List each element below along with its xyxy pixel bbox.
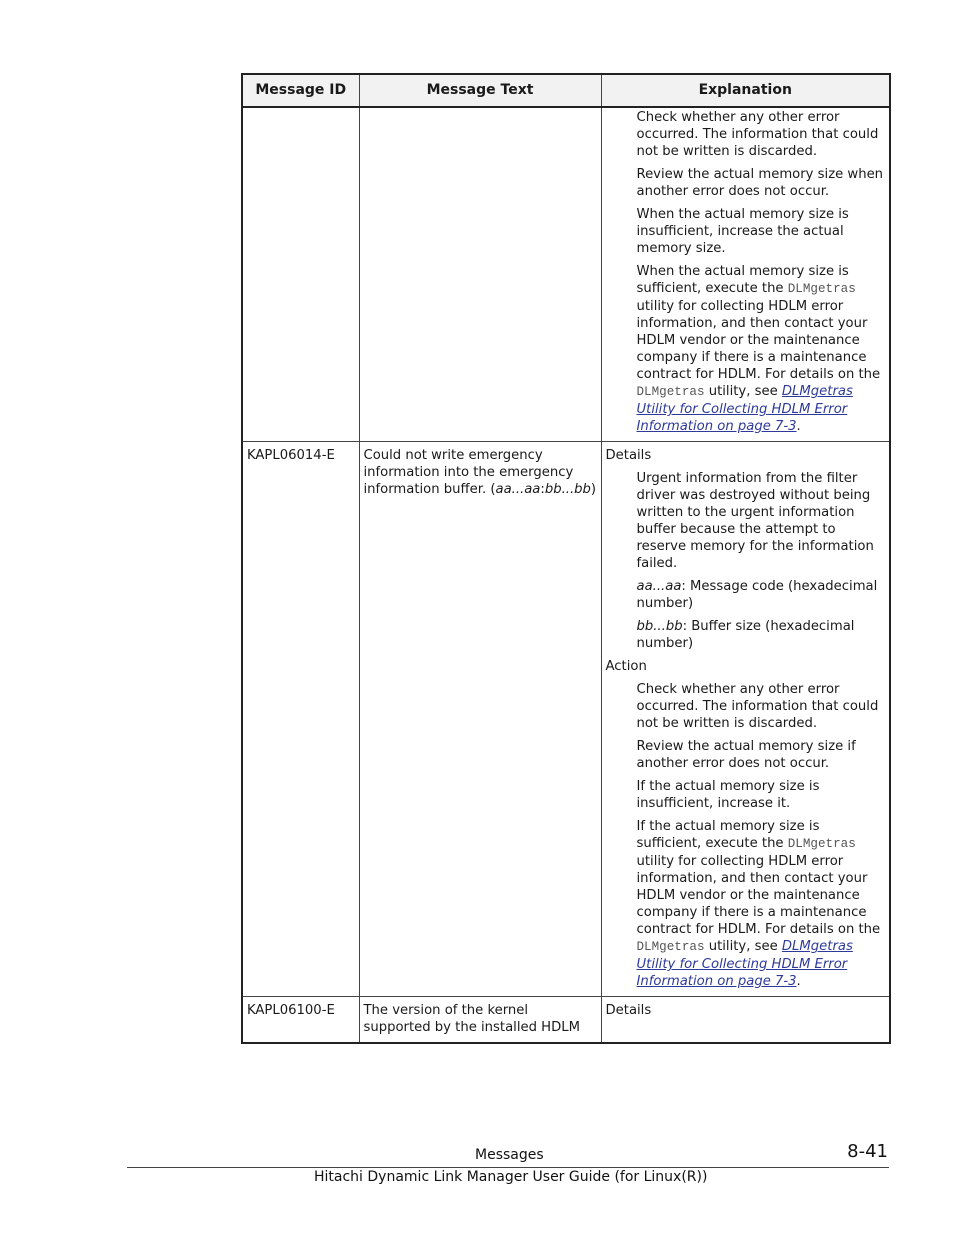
table-row (242, 997, 890, 1044)
message-text-cell: The version of the kernel supported by the installed HDLM (359, 997, 601, 1044)
explanation-cell (601, 442, 890, 997)
text-run: If the actual memory size is sufficient, execute the (636, 819, 820, 851)
footer-chapter-title: Messages (475, 1147, 544, 1163)
message-id-cell (242, 107, 359, 442)
header-message-id: Message ID (242, 74, 359, 107)
text-run: When the actual memory size is sufficient, execute the (636, 264, 849, 296)
message-id-cell: KAPL06100-E (242, 997, 359, 1044)
command-name: DLMgetras (636, 940, 705, 954)
table-row (242, 107, 890, 442)
page-number: 8-41 (847, 1141, 888, 1162)
action-label: Action (605, 659, 647, 674)
cross-reference-link[interactable]: DLMgetras Utility for Collecting HDLM Error Information on page 7-3 (636, 384, 853, 434)
text-run: : Buffer size (hexadecimal number) (636, 619, 855, 651)
text-run: : (540, 482, 545, 497)
footer-divider (127, 1167, 889, 1168)
explanation-paragraph: Review the actual memory size when another error does not occur. (636, 167, 884, 199)
text-run: utility for collecting HDLM error information, and then contact your HDLM vendor or the maintenance company if there is a maintenance contract for HDLM. For details on the (636, 299, 881, 382)
cross-reference-link[interactable]: DLMgetras Utility for Collecting HDLM Error Information on page 7-3 (636, 939, 853, 989)
parameter: bb...bb (636, 619, 683, 634)
explanation-paragraph (606, 618, 886, 652)
explanation-cell (601, 997, 890, 1044)
explanation-paragraph: Urgent information from the filter driver was destroyed without being written to the urgent information buffer because the attempt to reserve memory for the information failed. (636, 471, 874, 571)
message-text-cell (359, 107, 601, 442)
explanation-paragraph (606, 578, 886, 612)
text-run: . (796, 974, 801, 989)
explanation-paragraph: Check whether any other error occurred. The information that could not be written is discarded. (636, 682, 879, 731)
table-row (242, 442, 890, 997)
details-label: Details (605, 1003, 652, 1018)
parameter: aa...aa (495, 482, 541, 497)
text-run: ) (590, 482, 597, 497)
command-name: DLMgetras (787, 837, 856, 851)
parameter: aa...aa (636, 579, 682, 594)
explanation-paragraph (606, 818, 886, 990)
explanation-paragraph (606, 263, 886, 435)
explanation-paragraph: Check whether any other error occurred. The information that could not be written is discarded. (636, 110, 879, 159)
message-text-cell (359, 442, 601, 997)
table-header-row (242, 74, 890, 107)
details-label: Details (605, 448, 652, 463)
header-message-text: Message Text (359, 74, 601, 107)
command-name: DLMgetras (636, 385, 705, 399)
text-run: . (796, 419, 801, 434)
parameter: bb...bb (544, 482, 591, 497)
text-run: utility for collecting HDLM error information, and then contact your HDLM vendor or the maintenance company if there is a maintenance contract for HDLM. For details on the (636, 854, 881, 937)
explanation-paragraph: Review the actual memory size if another error does not occur. (636, 739, 856, 771)
explanation-paragraph: When the actual memory size is insufficient, increase the actual memory size. (636, 207, 849, 256)
text-run: utility, see (704, 384, 782, 399)
command-name: DLMgetras (787, 282, 856, 296)
explanation-paragraph: If the actual memory size is insufficient, increase it. (636, 779, 820, 811)
message-id-cell: KAPL06014-E (242, 442, 359, 997)
explanation-cell (601, 107, 890, 442)
footer-book-title: Hitachi Dynamic Link Manager User Guide (for Linux(R)) (314, 1169, 708, 1185)
text-run: utility, see (704, 939, 782, 954)
message-table (241, 73, 891, 1044)
header-explanation: Explanation (601, 74, 890, 107)
text-run: : Message code (hexadecimal number) (636, 579, 878, 611)
text-run: Could not write emergency information into the emergency information buffer. ( (363, 448, 574, 497)
